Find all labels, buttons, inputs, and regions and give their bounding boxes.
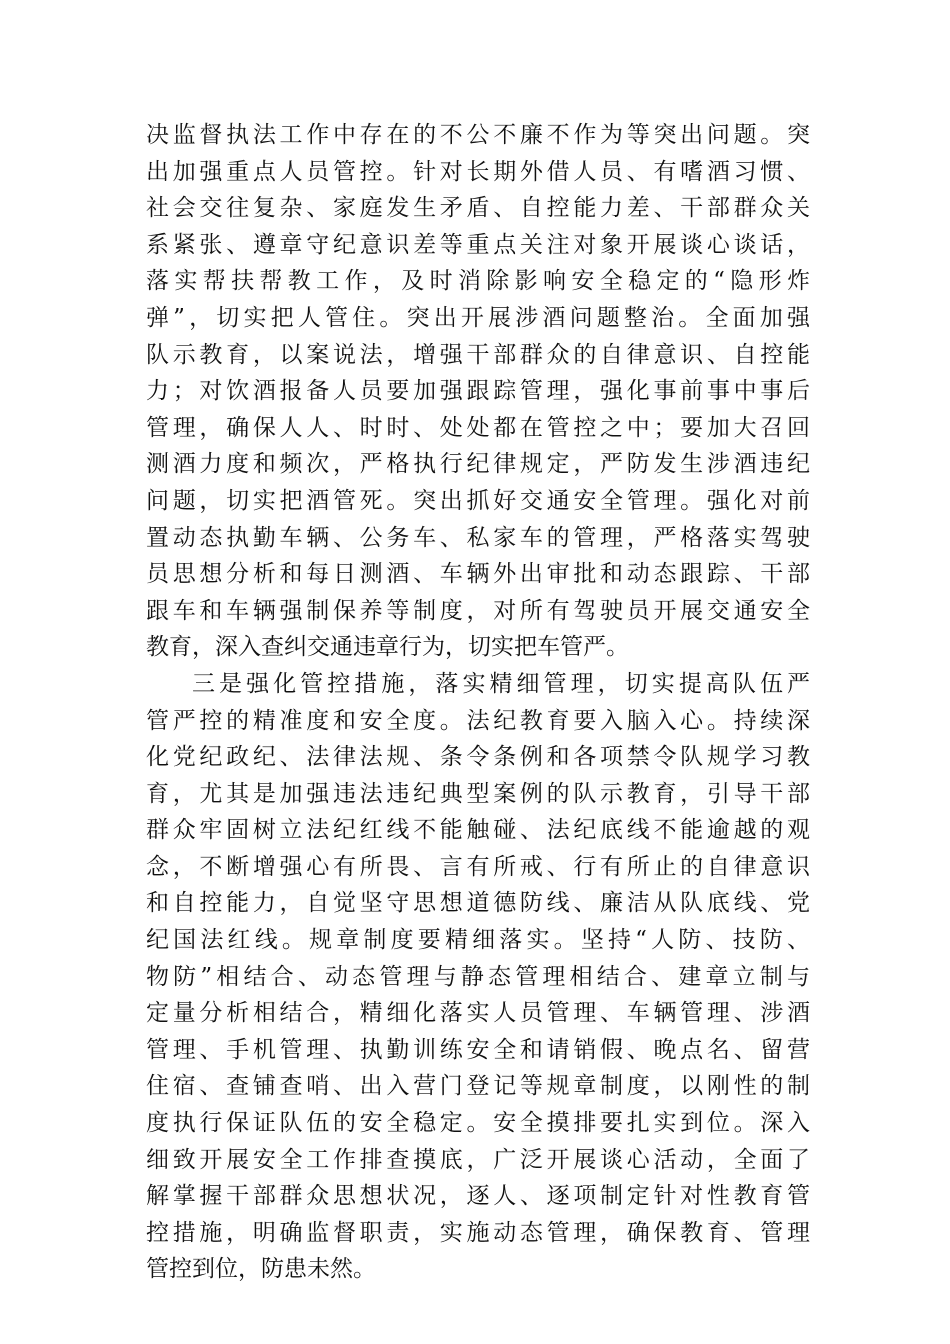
- text-line: 管严控的精准度和安全度。法纪教育要入脑入心。持续深: [146, 707, 810, 734]
- text-line: 住宿、查铺查哨、出入营门登记等规章制度，以刚性的制: [146, 1073, 810, 1100]
- text-line: 控措施，明确监督职责，实施动态管理，确保教育、管理: [146, 1219, 810, 1246]
- text-line: 化党纪政纪、法律法规、条令条例和各项禁令队规学习教: [146, 744, 810, 771]
- text-line: 社会交往复杂、家庭发生矛盾、自控能力差、干部群众关: [146, 195, 810, 222]
- paragraph-1: [146, 117, 810, 666]
- text-line: 跟车和车辆强制保养等制度，对所有驾驶员开展交通安全: [146, 597, 810, 624]
- text-line: 细致开展安全工作排查摸底，广泛开展谈心活动，全面了: [146, 1146, 810, 1173]
- text-line: 员思想分析和每日测酒、车辆外出审批和动态跟踪、干部: [146, 561, 810, 588]
- text-line: 管理，确保人人、时时、处处都在管控之中；要加大召回: [146, 414, 810, 441]
- text-line: 解掌握干部群众思想状况，逐人、逐项制定针对性教育管: [146, 1183, 810, 1210]
- text-line: 教育，深入查纠交通违章行为，切实把车管严。: [146, 634, 629, 661]
- text-line: 念，不断增强心有所畏、言有所戒、行有所止的自律意识: [146, 853, 810, 880]
- text-line: 群众牢固树立法纪红线不能触碰、法纪底线不能逾越的观: [146, 817, 810, 844]
- text-line: 决监督执法工作中存在的不公不廉不作为等突出问题。突: [146, 122, 810, 148]
- text-line: 弹”，切实把人管住。突出开展涉酒问题整治。全面加强: [146, 304, 810, 331]
- text-line: 队示教育，以案说法，增强干部群众的自律意识、自控能: [146, 341, 810, 368]
- text-line: 落实帮扶帮教工作，及时消除影响安全稳定的“隐形炸: [146, 268, 810, 295]
- text-line: 育，尤其是加强违法违纪典型案例的队示教育，引导干部: [146, 780, 810, 807]
- text-line: 三是强化管控措施，落实精细管理，切实提高队伍严: [192, 670, 810, 697]
- text-line: 问题，切实把酒管死。突出抓好交通安全管理。强化对前: [146, 487, 810, 514]
- text-line: 系紧张、遵章守纪意识差等重点关注对象开展谈心谈话，: [146, 231, 810, 258]
- text-line: 管理、手机管理、执勤训练安全和请销假、晚点名、留营: [146, 1036, 810, 1063]
- text-line: 定量分析相结合，精细化落实人员管理、车辆管理、涉酒: [146, 1000, 810, 1027]
- text-line: 出加强重点人员管控。针对长期外借人员、有嗜酒习惯、: [146, 158, 810, 185]
- text-line: 物防”相结合、动态管理与静态管理相结合、建章立制与: [146, 963, 810, 990]
- text-line: 和自控能力，自觉坚守思想道德防线、廉洁从队底线、党: [146, 890, 810, 917]
- paragraph-2: [146, 666, 810, 1288]
- document-page: [146, 117, 810, 1288]
- text-line: 管控到位，防患未然。: [146, 1256, 376, 1283]
- text-line: 纪国法红线。规章制度要精细落实。坚持“人防、技防、: [146, 927, 810, 954]
- text-line: 力；对饮酒报备人员要加强跟踪管理，强化事前事中事后: [146, 378, 810, 405]
- text-line: 测酒力度和频次，严格执行纪律规定，严防发生涉酒违纪: [146, 451, 810, 478]
- text-line: 度执行保证队伍的安全稳定。安全摸排要扎实到位。深入: [146, 1110, 810, 1137]
- text-line: 置动态执勤车辆、公务车、私家车的管理，严格落实驾驶: [146, 524, 810, 551]
